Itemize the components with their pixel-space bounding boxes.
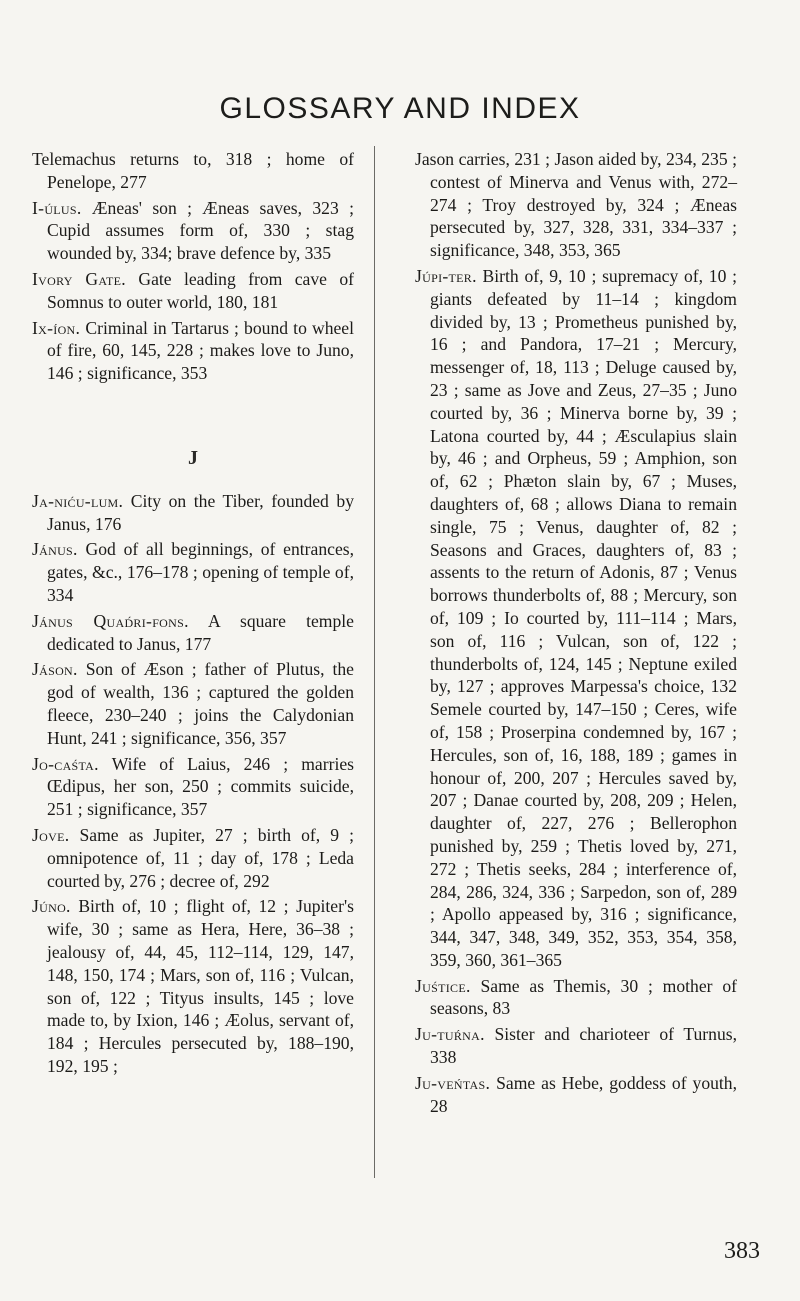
left-entries-top [32, 148, 354, 385]
index-entry [32, 610, 354, 656]
index-entry [32, 658, 354, 749]
entry-text: Wife of Laius, 246 ; marries Œdipus, her son, 250 ; commits suicide, 251 ; significance, 357 [47, 753, 354, 820]
entry-headword: Ix-íon. [32, 317, 81, 338]
entry-text: Son of Æson ; father of Plutus, the god of wealth, 136 ; captured the golden fleece, 230–240 ; joins the Calydonian Hunt, 241 ; significance, 356, 357 [47, 659, 354, 748]
index-entry [32, 148, 354, 194]
index-entry [32, 268, 354, 314]
index-entry [32, 824, 354, 892]
index-entry [32, 197, 354, 265]
entry-headword: Ju-tuŕna. [415, 1024, 485, 1045]
column-divider [374, 146, 375, 1178]
entry-text: Same as Jupiter, 27 ; birth of, 9 ; omnipotence of, 11 ; day of, 178 ; Leda courted by, 276 ; decree of, 292 [47, 824, 354, 891]
entry-text: A square temple dedicated to Janus, 177 [47, 610, 354, 654]
entry-text: Same as Themis, 30 ; mother of seasons, 83 [430, 975, 737, 1019]
entry-headword: Juśtice. [415, 975, 471, 996]
entry-headword: Ja-niću-lum. [32, 490, 124, 511]
entry-headword: Júpi-ter. [415, 265, 477, 286]
right-entries [415, 148, 737, 1117]
entry-text: Telemachus returns to, 318 ; home of Penelope, 277 [32, 149, 354, 192]
index-entry [32, 317, 354, 385]
entry-text: City on the Tiber, founded by Janus, 176 [47, 490, 354, 534]
index-entry [415, 265, 737, 972]
entry-headword: Jáson. [32, 659, 78, 680]
page-header: GLOSSARY AND INDEX [219, 92, 581, 125]
page-number: 383 [724, 1238, 760, 1264]
index-entry [415, 148, 737, 262]
entry-headword: Ju-veńtas. [415, 1072, 491, 1093]
index-entry [415, 1023, 737, 1069]
entry-text: Birth of, 10 ; flight of, 12 ; Jupiter's wife, 30 ; same as Hera, Here, 36–38 ; jealousy of, 44, 45, 112–114, 129, 147, 148, 150, 174 ; Mars, son of, 116 ; Vulcan, son of, 122 ; Tityus insults, 145 ; love made to, by Ixion, 146 ; Æolus, servant of, 184 ; Hercules persecuted by, 188–190, 192, 195 ; [47, 896, 354, 1076]
entry-text: Criminal in Tartarus ; bound to wheel of fire, 60, 145, 228 ; makes love to Juno, 146 ; significance, 353 [47, 317, 354, 384]
index-entry [32, 490, 354, 536]
index-entry [415, 1072, 737, 1118]
entry-text: Same as Hebe, goddess of youth, 28 [430, 1072, 737, 1116]
index-entry [415, 975, 737, 1021]
entry-headword: Júno. [32, 896, 71, 917]
entry-text: Æneas' son ; Æneas saves, 323 ; Cupid assumes form of, 330 ; stag wounded by, 334; brave defence by, 335 [47, 197, 354, 264]
entry-headword: Jove. [32, 824, 70, 845]
index-entry [32, 895, 354, 1077]
right-column [415, 148, 737, 1120]
entry-text: Sister and charioteer of Turnus, 338 [430, 1024, 737, 1068]
entry-text: God of all beginnings, of entrances, gates, &c., 176–178 ; opening of temple of, 334 [47, 539, 354, 605]
entry-headword: Jo-caśta. [32, 753, 99, 774]
entry-headword: I-úlus. [32, 197, 82, 218]
entry-headword: Jánus. [32, 539, 78, 560]
index-entry [32, 538, 354, 606]
section-letter-j: J [188, 446, 198, 469]
entry-headword: Ivory Gate. [32, 268, 126, 289]
left-entries-j [32, 490, 354, 1078]
left-column [32, 148, 354, 1081]
entry-headword: Jánus Quad́ri-fons. [32, 610, 189, 631]
entry-text: Jason carries, 231 ; Jason aided by, 234, 235 ; contest of Minerva and Venus with, 272–274 ; Troy destroyed by, 324 ; Æneas persecuted by, 327, 328, 331, 334–337 ; significance, 348, 353, 365 [415, 149, 737, 261]
index-entry [32, 753, 354, 821]
entry-text: Birth of, 9, 10 ; supremacy of, 10 ; giants defeated by 11–14 ; kingdom divided by, 13 ; Prometheus punished by, 16 ; and Pandora, 17–21 ; Mercury, messenger of, 18, 113 ; Deluge caused by, 23 ; same as Jove and Zeus, 27–35 ; Juno courted by, 36 ; Minerva borne by, 39 ; Latona courted by, 44 ; Æsculapius slain by, 46 ; and Orpheus, 59 ; Amphion, son of, 62 ; Phæton slain by, 67 ; Muses, daughters of, 68 ; allows Diana to remain single, 75 ; Venus, daughter of, 82 ; Seasons and Graces, daughters of, 83 ; assents to the return of Adonis, 87 ; Venus borrows thunderbolts of, 88 ; Mercury, son of, 109 ; Io courted by, 111–114 ; Mars, son of, 116 ; Vulcan, son of, 122 ; thunderbolts of, 124, 145 ; Neptune exiled by, 127 ; approves Marpessa's choice, 132 Semele courted by, 147–150 ; Ceres, wife of, 158 ; Proserpina condemned by, 167 ; Hercules, son of, 16, 188, 189 ; games in honour of, 200, 207 ; Hercules saved by, 207 ; Danae courted by, 208, 209 ; Helen, daughter of, 227, 276 ; Bellerophon punished by, 259 ; Thetis loved by, 271, 272 ; Thetis seeks, 284 ; interference of, 284, 286, 324, 336 ; Sarpedon, son of, 289 ; Apollo appeased by, 316 ; significance, 344, 347, 348, 349, 352, 353, 354, 358, 359, 360, 361–365 [430, 265, 737, 970]
entry-text: Gate leading from cave of Somnus to outer world, 180, 181 [47, 268, 354, 312]
